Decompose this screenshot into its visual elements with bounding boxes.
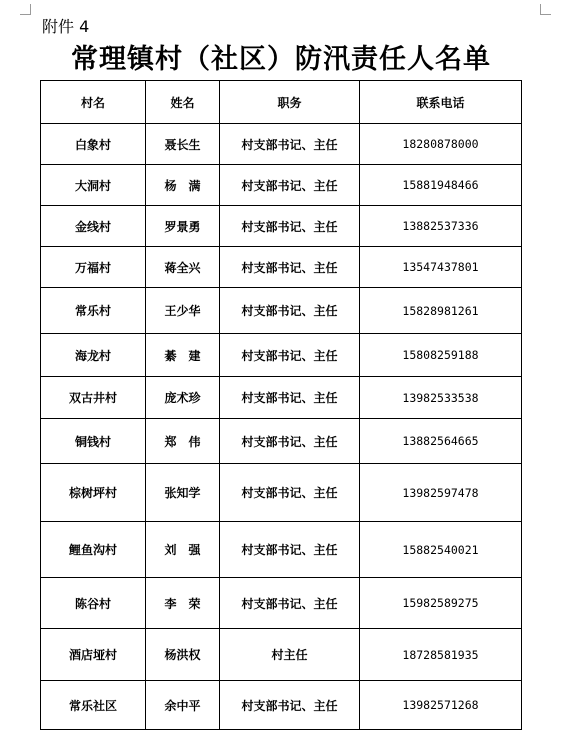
position-cell: 村支部书记、主任	[220, 165, 360, 206]
table-row	[41, 206, 522, 247]
attachment-label: 附件 4	[42, 17, 90, 36]
village-cell: 陈谷村	[41, 578, 146, 629]
village-cell: 鲤鱼沟村	[41, 522, 146, 578]
person-name-cell: 王少华	[146, 288, 220, 334]
column-header-village: 村名	[41, 81, 146, 124]
phone-cell: 15882540021	[360, 522, 522, 578]
phone-cell: 13882564665	[360, 419, 522, 464]
position-cell: 村支部书记、主任	[220, 578, 360, 629]
person-name-cell: 郑 伟	[146, 419, 220, 464]
table-row	[41, 464, 522, 522]
position-cell: 村支部书记、主任	[220, 124, 360, 165]
document-title: 常理镇村（社区）防汛责任人名单	[71, 44, 491, 75]
person-name-cell: 蒋全兴	[146, 247, 220, 288]
village-cell: 铜钱村	[41, 419, 146, 464]
table-row	[41, 522, 522, 578]
person-name-cell: 聂长生	[146, 124, 220, 165]
table-row	[41, 247, 522, 288]
table-row	[41, 288, 522, 334]
position-cell: 村支部书记、主任	[220, 522, 360, 578]
position-cell: 村支部书记、主任	[220, 681, 360, 730]
person-name-cell: 余中平	[146, 681, 220, 730]
person-name-cell: 綦 建	[146, 334, 220, 377]
table-row	[41, 578, 522, 629]
person-name-cell: 杨洪权	[146, 629, 220, 681]
position-cell: 村支部书记、主任	[220, 419, 360, 464]
village-cell: 酒店垭村	[41, 629, 146, 681]
person-name-cell: 杨 满	[146, 165, 220, 206]
phone-cell: 18280878000	[360, 124, 522, 165]
phone-cell: 15808259188	[360, 334, 522, 377]
table-row	[41, 124, 522, 165]
position-cell: 村支部书记、主任	[220, 206, 360, 247]
phone-cell: 18728581935	[360, 629, 522, 681]
column-header-name: 姓名	[146, 81, 220, 124]
phone-cell: 13547437801	[360, 247, 522, 288]
village-cell: 大洞村	[41, 165, 146, 206]
village-cell: 棕树坪村	[41, 464, 146, 522]
village-cell: 金线村	[41, 206, 146, 247]
table-row	[41, 419, 522, 464]
responsible-persons-table	[40, 80, 522, 730]
phone-cell: 15828981261	[360, 288, 522, 334]
table-row	[41, 165, 522, 206]
village-cell: 常乐村	[41, 288, 146, 334]
phone-cell: 13982571268	[360, 681, 522, 730]
position-cell: 村主任	[220, 629, 360, 681]
village-cell: 海龙村	[41, 334, 146, 377]
village-cell: 双古井村	[41, 377, 146, 419]
village-cell: 万福村	[41, 247, 146, 288]
person-name-cell: 李 荣	[146, 578, 220, 629]
person-name-cell: 张知学	[146, 464, 220, 522]
phone-cell: 13982597478	[360, 464, 522, 522]
table-row	[41, 629, 522, 681]
table-row	[41, 377, 522, 419]
person-name-cell: 庞术珍	[146, 377, 220, 419]
page-corner-mark-left	[20, 4, 31, 15]
phone-cell: 13882537336	[360, 206, 522, 247]
column-header-position: 职务	[220, 81, 360, 124]
village-cell: 常乐社区	[41, 681, 146, 730]
position-cell: 村支部书记、主任	[220, 464, 360, 522]
column-header-phone: 联系电话	[360, 81, 522, 124]
position-cell: 村支部书记、主任	[220, 247, 360, 288]
position-cell: 村支部书记、主任	[220, 377, 360, 419]
page-corner-mark-right	[540, 4, 551, 15]
position-cell: 村支部书记、主任	[220, 334, 360, 377]
village-cell: 白象村	[41, 124, 146, 165]
phone-cell: 15881948466	[360, 165, 522, 206]
person-name-cell: 刘 强	[146, 522, 220, 578]
table-row	[41, 334, 522, 377]
table-row	[41, 681, 522, 730]
phone-cell: 15982589275	[360, 578, 522, 629]
person-name-cell: 罗景勇	[146, 206, 220, 247]
phone-cell: 13982533538	[360, 377, 522, 419]
position-cell: 村支部书记、主任	[220, 288, 360, 334]
table-header-row	[41, 81, 522, 124]
